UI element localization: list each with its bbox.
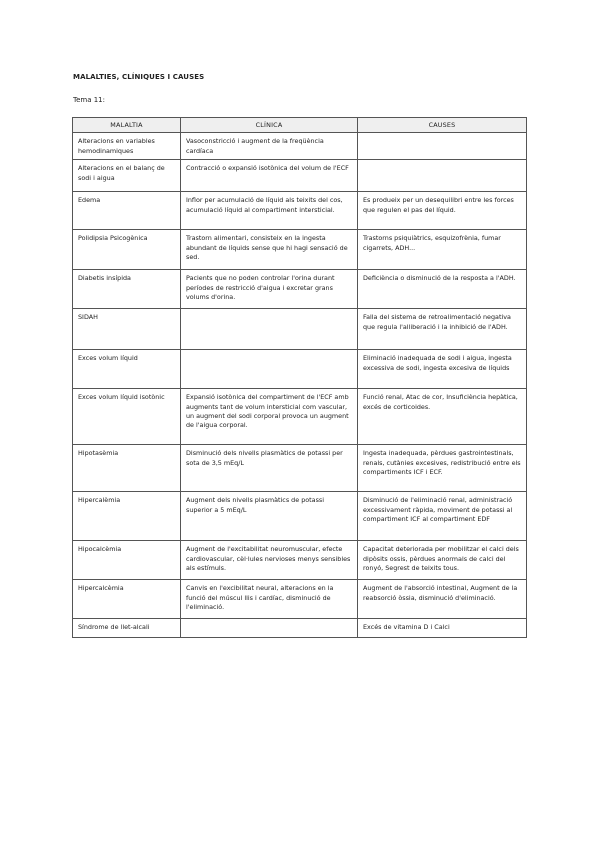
cell-malaltia: Alteracions en variables hemodinamiques: [73, 133, 181, 160]
cell-clinica: [181, 619, 358, 638]
cell-clinica: Disminució dels nivells plasmàtics de potassi per sota de 3,5 mEq/L: [181, 445, 358, 492]
table-header-row: [73, 118, 527, 133]
table-row: [73, 160, 527, 192]
cell-clinica: [181, 350, 358, 389]
table-row: [73, 445, 527, 492]
cell-causes: [358, 160, 527, 192]
cell-clinica: Pacients que no poden controlar l'orina durant períodes de restricció d'aigua i excretar grans volums d'orina.: [181, 270, 358, 309]
table-row: [73, 580, 527, 619]
cell-clinica: Inflor per acumulació de líquid als teixits del cos, acumulació líquid al compartiment intersticial.: [181, 192, 358, 230]
cell-clinica: Expansió isotònica del compartiment de l'ECF amb augments tant de volum intersticial com vascular, un augment del sodi corporal provoca un augment de l'aigua corporal.: [181, 389, 358, 445]
cell-causes: Falla del sistema de retroalimentació negativa que regula l'alliberació i la inhibició de l'ADH.: [358, 309, 527, 350]
table-row: [73, 541, 527, 580]
cell-clinica: Trastorn alimentari, consisteix en la ingesta abundant de líquids sense que hi hagi sensació de sed.: [181, 230, 358, 270]
table-row: [73, 309, 527, 350]
table-row: [73, 230, 527, 270]
diseases-table: [72, 117, 527, 638]
cell-clinica: Contracció o expansió isotònica del volum de l'ECF: [181, 160, 358, 192]
table-row: [73, 192, 527, 230]
cell-causes: Ingesta inadequada, pèrdues gastrointestinals, renals, cutànies excesives, redistribució entre els compartiments ICF i ECF.: [358, 445, 527, 492]
cell-malaltia: Exces volum líquid isotònic: [73, 389, 181, 445]
table-row: [73, 270, 527, 309]
cell-causes: Disminució de l'eliminació renal, administració excessivament ràpida, moviment de potassi al compartiment ICF al compartiment EDF: [358, 492, 527, 541]
cell-malaltia: Hipercalcèmia: [73, 580, 181, 619]
cell-malaltia: Hipercalèmia: [73, 492, 181, 541]
cell-causes: Excés de vitamina D i Calci: [358, 619, 527, 638]
cell-causes: Eliminació inadequada de sodi i aigua, ingesta excessiva de sodi, ingesta excesiva de líquids: [358, 350, 527, 389]
cell-causes: Capacitat deteriorada per mobilitzar el calci dels dipòsits ossis, pèrdues anormals de calci del ronyó, Segrest de teixits tous.: [358, 541, 527, 580]
table-row: [73, 619, 527, 638]
cell-malaltia: Polidipsia Psicogènica: [73, 230, 181, 270]
cell-causes: [358, 133, 527, 160]
cell-clinica: [181, 309, 358, 350]
header-causes: CAUSES: [358, 118, 527, 133]
document-subtitle: Tema 11:: [73, 96, 105, 104]
cell-malaltia: Hipotasèmia: [73, 445, 181, 492]
header-malaltia: MALALTIA: [73, 118, 181, 133]
cell-malaltia: Diabetis insípida: [73, 270, 181, 309]
cell-causes: Deficiència o disminució de la resposta a l'ADH.: [358, 270, 527, 309]
cell-causes: Trastorns psiquiàtrics, esquizofrènia, fumar cigarrets, ADH...: [358, 230, 527, 270]
cell-causes: Augment de l'absorció intestinal, Augment de la reabsorció òssia, disminució d'eliminació.: [358, 580, 527, 619]
document-title: MALALTIES, CLÍNIQUES I CAUSES: [73, 73, 205, 81]
cell-malaltia: Edema: [73, 192, 181, 230]
cell-causes: Es produeix per un desequilibri entre les forces que regulen el pas del líquid.: [358, 192, 527, 230]
cell-malaltia: Síndrome de llet-alcali: [73, 619, 181, 638]
cell-malaltia: Hipocalcèmia: [73, 541, 181, 580]
cell-clinica: Augment de l'excitabilitat neuromuscular, efecte cardiovascular, cèl·lules nervioses menys sensibles als estímuls.: [181, 541, 358, 580]
cell-malaltia: SIDAH: [73, 309, 181, 350]
cell-clinica: Vasoconstricció i augment de la freqüència cardíaca: [181, 133, 358, 160]
table-row: [73, 389, 527, 445]
table-row: [73, 492, 527, 541]
header-clinica: CLÍNICA: [181, 118, 358, 133]
table-row: [73, 133, 527, 160]
table-row: [73, 350, 527, 389]
cell-clinica: Canvis en l'excibilitat neural, alteracions en la funció del múscul llis i cardíac, disminució de l'eliminació.: [181, 580, 358, 619]
cell-malaltia: Alteracions en el balanç de sodi i aigua: [73, 160, 181, 192]
cell-malaltia: Exces volum líquid: [73, 350, 181, 389]
cell-clinica: Augment dels nivells plasmàtics de potassi superior a 5 mEq/L: [181, 492, 358, 541]
cell-causes: Funció renal, Atac de cor, Insuficiència hepàtica, excés de corticoides.: [358, 389, 527, 445]
